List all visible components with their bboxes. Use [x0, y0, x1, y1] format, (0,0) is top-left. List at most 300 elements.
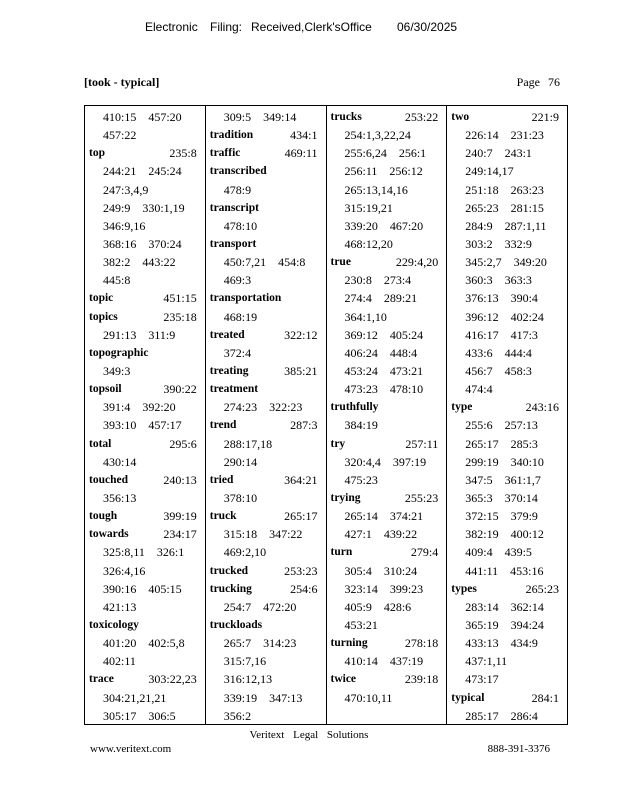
page-line-ref: 287:1,11 — [504, 218, 547, 233]
index-continuation — [89, 126, 205, 144]
index-continuation — [89, 580, 205, 598]
page-line-ref: 376:13 — [465, 291, 499, 306]
page-line-ref: 356:13 — [103, 490, 137, 505]
page-line-ref: 361:1,7 — [504, 472, 541, 487]
index-continuation — [331, 289, 447, 307]
index-continuation — [331, 689, 447, 707]
index-term: topic — [89, 292, 114, 305]
index-entry — [89, 471, 205, 489]
index-continuation — [451, 162, 567, 180]
page-line-ref: 453:16 — [510, 563, 544, 578]
page-line-ref: 265:13,14,16 — [344, 182, 408, 197]
page-line-ref: 273:4 — [383, 273, 412, 288]
index-entry — [89, 380, 205, 398]
page-line-ref: 396:12 — [465, 309, 499, 324]
index-entry — [89, 507, 205, 525]
index-continuation — [331, 652, 447, 670]
page-line-ref: 372:15 — [465, 509, 499, 524]
page-line-ref: 453:21 — [344, 617, 378, 632]
page-line-ref: 274:23 — [223, 400, 258, 415]
index-continuation — [210, 652, 326, 670]
page-line-ref: 265:17 — [284, 509, 318, 524]
page-line-ref: 315:19,21 — [344, 200, 393, 215]
index-term: trucking — [209, 582, 252, 595]
page-line-ref: 378:10 — [223, 490, 258, 505]
index-entry — [331, 253, 447, 271]
page-line-ref: 235:8 — [169, 146, 197, 161]
page-line-ref: 399:23 — [389, 581, 424, 596]
index-continuation — [331, 235, 447, 253]
page-line-ref: 290:14 — [223, 454, 258, 469]
page-line-ref: 406:24 — [344, 345, 378, 360]
index-term: top — [89, 147, 105, 160]
index-term: type — [451, 401, 473, 414]
page-line-ref: 439:22 — [383, 527, 418, 542]
page-line-ref: 453:24 — [344, 363, 378, 378]
index-entry — [210, 562, 326, 580]
index-continuation — [331, 525, 447, 543]
page-line-ref: 372:4 — [223, 345, 252, 360]
index-continuation — [210, 271, 326, 289]
index-continuation — [210, 217, 326, 235]
page-line-ref: 469:3 — [223, 273, 252, 288]
index-term: turn — [330, 546, 353, 559]
index-entry — [210, 199, 326, 217]
index-entry — [210, 235, 326, 253]
page-line-ref: 249:9 — [103, 200, 131, 215]
index-continuation — [451, 652, 567, 670]
index-entry — [210, 380, 326, 398]
page-line-ref: 254:7 — [223, 599, 252, 614]
page-line-ref: 390:22 — [163, 382, 197, 397]
page-line-ref: 263:23 — [510, 182, 544, 197]
index-entry — [331, 108, 447, 126]
page-line-ref: 239:18 — [404, 672, 439, 687]
index-continuation — [89, 398, 205, 416]
page-line-ref: 265:17 — [465, 436, 499, 451]
word-index-table — [84, 105, 568, 725]
index-continuation — [210, 181, 326, 199]
page-line-ref: 365:3 — [465, 490, 493, 505]
index-term: trucked — [209, 564, 249, 577]
page-line-ref: 243:16 — [525, 400, 559, 415]
page-line-ref: 229:4,20 — [395, 255, 439, 270]
index-continuation — [451, 453, 567, 471]
index-continuation — [89, 707, 205, 724]
page-line-ref: 428:6 — [383, 599, 412, 614]
index-term: tough — [89, 510, 118, 523]
page-line-ref: 283:14 — [465, 599, 499, 614]
page-line-ref: 256:12 — [389, 164, 423, 179]
index-continuation — [331, 562, 447, 580]
index-continuation — [210, 670, 326, 688]
footer-phone: 888-391-3376 — [487, 743, 550, 755]
index-continuation — [331, 598, 447, 616]
index-term: transport — [209, 237, 257, 250]
page-line-ref: 255:6,24 — [344, 146, 387, 161]
page-line-ref: 457:20 — [148, 110, 182, 124]
page-line-ref: 472:20 — [263, 599, 297, 614]
page-line-ref: 278:18 — [404, 636, 439, 651]
index-entry — [89, 308, 205, 326]
page-line-ref: 349:20 — [513, 255, 547, 270]
page-line-ref: 279:4 — [410, 545, 439, 560]
index-continuation — [331, 453, 447, 471]
page-line-ref: 458:3 — [504, 363, 532, 378]
index-term: try — [330, 437, 346, 450]
index-continuation — [210, 253, 326, 271]
index-continuation — [451, 489, 567, 507]
page-line-ref: 257:11 — [405, 436, 439, 451]
page-line-ref: 473:21 — [389, 363, 424, 378]
index-continuation — [89, 271, 205, 289]
index-continuation — [451, 271, 567, 289]
index-continuation — [89, 543, 205, 561]
index-term: trace — [89, 673, 114, 686]
page-line-ref: 234:17 — [163, 527, 197, 542]
page-line-ref: 340:10 — [510, 454, 544, 469]
index-continuation — [89, 108, 205, 126]
index-continuation — [89, 416, 205, 434]
page-line-ref: 402:24 — [510, 309, 544, 324]
page-line-ref: 405:15 — [148, 581, 182, 596]
page-line-ref: 326:1 — [156, 545, 185, 560]
index-continuation — [451, 634, 567, 652]
page-line-ref: 399:19 — [163, 509, 197, 524]
index-range: [took - typical] — [84, 75, 160, 89]
index-term: types — [451, 582, 477, 595]
index-entry — [89, 670, 205, 688]
index-term: treated — [209, 328, 245, 341]
index-continuation — [331, 380, 447, 398]
page-line-ref: 347:5 — [465, 472, 493, 487]
page-line-ref: 384:19 — [344, 418, 378, 433]
page-line-ref: 450:7,21 — [223, 255, 267, 270]
index-term: trend — [209, 419, 237, 432]
index-continuation — [331, 616, 447, 634]
page-label: Page — [516, 75, 540, 89]
page-line-ref: 410:15 — [103, 110, 137, 124]
index-term: transportation — [209, 292, 282, 305]
index-term: total — [89, 437, 112, 450]
page-line-ref: 362:14 — [510, 599, 544, 614]
index-term: trying — [330, 491, 361, 504]
index-continuation — [451, 616, 567, 634]
page-line-ref: 437:1,11 — [465, 654, 508, 669]
index-continuation — [451, 562, 567, 580]
page-line-ref: 470:10,11 — [344, 690, 393, 705]
index-entry — [331, 398, 447, 416]
index-entry — [210, 580, 326, 598]
index-term: touched — [89, 473, 128, 486]
page-line-ref: 475:23 — [344, 472, 378, 487]
page-line-ref: 253:23 — [284, 563, 318, 578]
page-line-ref: 368:16 — [103, 236, 137, 251]
index-continuation — [89, 199, 205, 217]
page-line-ref: 390:4 — [510, 291, 538, 306]
index-continuation — [451, 217, 567, 235]
page-line-ref: 235:18 — [163, 309, 197, 324]
page-line-ref: 255:6 — [465, 418, 493, 433]
index-continuation — [89, 453, 205, 471]
page-line-ref: 303:22,23 — [148, 672, 197, 687]
index-continuation — [331, 580, 447, 598]
index-entry — [210, 362, 326, 380]
page-line-ref: 309:5 — [223, 110, 252, 124]
page-line-ref: 439:5 — [504, 545, 532, 560]
index-continuation — [89, 217, 205, 235]
filing-electronic: Electronic — [145, 20, 198, 34]
index-continuation — [210, 707, 326, 724]
page-line-ref: 254:6 — [290, 581, 318, 596]
index-continuation — [451, 543, 567, 561]
index-continuation — [210, 308, 326, 326]
page-line-ref: 402:11 — [103, 654, 136, 669]
page-line-ref: 441:11 — [465, 563, 499, 578]
index-entry — [210, 162, 326, 180]
page-line-ref: 456:7 — [465, 363, 493, 378]
page-line-ref: 457:22 — [103, 128, 137, 143]
page-line-ref: 401:20 — [103, 636, 137, 651]
index-term: treating — [209, 364, 249, 377]
page-line-ref: 364:1,10 — [344, 309, 387, 324]
page-line-ref: 221:9 — [531, 110, 559, 124]
index-continuation — [89, 235, 205, 253]
page-indicator — [509, 75, 560, 90]
page-line-ref: 295:6 — [169, 436, 197, 451]
page-line-ref: 325:8,11 — [103, 545, 145, 560]
page-line-ref: 382:19 — [465, 527, 499, 542]
index-entry — [451, 689, 567, 707]
page-line-ref: 305:17 — [103, 708, 137, 723]
index-entry — [331, 634, 447, 652]
index-continuation — [451, 471, 567, 489]
index-continuation — [331, 308, 447, 326]
page-line-ref: 474:4 — [465, 382, 493, 397]
page-line-ref: 245:24 — [148, 164, 182, 179]
index-term: truckloads — [209, 618, 263, 631]
index-continuation — [451, 181, 567, 199]
index-continuation — [210, 689, 326, 707]
index-continuation — [331, 707, 447, 724]
index-term: truck — [209, 510, 237, 523]
index-continuation — [451, 253, 567, 271]
page-line-ref: 390:16 — [103, 581, 137, 596]
index-continuation — [210, 453, 326, 471]
footer-website: www.veritext.com — [90, 743, 172, 755]
index-term: treatment — [209, 383, 259, 396]
page-line-ref: 397:19 — [392, 454, 427, 469]
page-line-ref: 249:14,17 — [465, 164, 514, 179]
index-continuation — [331, 271, 447, 289]
page-line-ref: 382:2 — [103, 255, 131, 270]
page-line-ref: 265:23 — [465, 200, 499, 215]
page-line-ref: 230:8 — [344, 273, 372, 288]
page-line-ref: 240:7 — [465, 146, 493, 161]
page-line-ref: 255:23 — [404, 490, 439, 505]
page-line-ref: 394:24 — [510, 617, 544, 632]
page-line-ref: 454:8 — [278, 255, 306, 270]
page-line-ref: 281:15 — [510, 200, 544, 215]
page-line-ref: 393:10 — [103, 418, 137, 433]
page-line-ref: 339:19 — [223, 690, 258, 705]
index-continuation — [210, 398, 326, 416]
page-line-ref: 256:11 — [344, 164, 378, 179]
index-entry — [210, 416, 326, 434]
index-continuation — [331, 162, 447, 180]
page-line-ref: 346:9,16 — [103, 218, 146, 233]
page-line-ref: 468:19 — [223, 309, 258, 324]
page-line-ref: 468:12,20 — [344, 236, 393, 251]
index-term: twice — [330, 673, 357, 686]
page-line-ref: 444:4 — [504, 345, 532, 360]
page-line-ref: 437:19 — [389, 654, 424, 669]
page-line-ref: 345:2,7 — [465, 255, 502, 270]
page-line-ref: 326:4,16 — [103, 563, 146, 578]
index-continuation — [331, 344, 447, 362]
index-continuation — [210, 489, 326, 507]
page-line-ref: 374:21 — [389, 509, 424, 524]
index-continuation — [210, 543, 326, 561]
filing-label: Filing: — [210, 20, 243, 34]
index-term: topsoil — [89, 383, 122, 396]
index-term: two — [451, 111, 470, 123]
page-line-ref: 356:2 — [223, 708, 252, 723]
index-continuation — [451, 670, 567, 688]
page-number: 76 — [548, 75, 560, 89]
page-line-ref: 379:9 — [510, 509, 538, 524]
page-line-ref: 369:12 — [344, 327, 378, 342]
page-line-ref: 434:1 — [290, 128, 318, 143]
page-line-ref: 392:20 — [142, 400, 176, 415]
index-continuation — [89, 181, 205, 199]
index-column-4 — [446, 106, 567, 724]
page-line-ref: 478:10 — [389, 382, 424, 397]
index-term: topographic — [89, 346, 149, 359]
page-line-ref: 265:7 — [223, 636, 252, 651]
index-continuation — [451, 416, 567, 434]
index-continuation — [331, 362, 447, 380]
index-continuation — [331, 507, 447, 525]
page-line-ref: 256:1 — [398, 146, 427, 161]
page-line-ref: 416:17 — [465, 327, 499, 342]
index-continuation — [451, 435, 567, 453]
page-line-ref: 349:14 — [263, 110, 297, 124]
index-term: traffic — [209, 147, 241, 160]
index-entry — [89, 616, 205, 634]
page-line-ref: 427:1 — [344, 527, 372, 542]
page-line-ref: 445:8 — [103, 273, 131, 288]
index-entry — [331, 543, 447, 561]
page-line-ref: 323:14 — [344, 581, 378, 596]
page-line-ref: 443:22 — [142, 255, 176, 270]
index-term: towards — [89, 528, 129, 541]
index-entry — [451, 398, 567, 416]
page-line-ref: 433:13 — [465, 636, 499, 651]
page-line-ref: 433:6 — [465, 345, 493, 360]
page-line-ref: 370:24 — [148, 236, 182, 251]
page-line-ref: 473:17 — [465, 672, 499, 687]
page-line-ref: 467:20 — [389, 218, 424, 233]
index-continuation — [89, 598, 205, 616]
index-term: transcribed — [209, 165, 267, 178]
index-continuation — [451, 707, 567, 724]
index-continuation — [331, 181, 447, 199]
index-entry — [89, 289, 205, 307]
index-column-3 — [326, 106, 447, 724]
page-line-ref: 311:9 — [148, 327, 176, 342]
index-continuation — [451, 525, 567, 543]
index-column-2 — [205, 106, 326, 724]
page-line-ref: 265:23 — [525, 581, 559, 596]
page-line-ref: 288:17,18 — [223, 436, 273, 451]
index-continuation — [331, 126, 447, 144]
index-entry — [451, 580, 567, 598]
page-line-ref: 434:9 — [510, 636, 538, 651]
index-entry — [451, 108, 567, 126]
index-continuation — [331, 471, 447, 489]
page-line-ref: 286:4 — [510, 708, 538, 723]
page-line-ref: 349:3 — [103, 363, 131, 378]
page-line-ref: 314:23 — [263, 636, 297, 651]
index-entry — [210, 326, 326, 344]
index-continuation — [331, 199, 447, 217]
index-continuation — [89, 362, 205, 380]
index-continuation — [451, 344, 567, 362]
index-continuation — [451, 598, 567, 616]
index-continuation — [331, 144, 447, 162]
page-line-ref: 417:3 — [510, 327, 538, 342]
page-line-ref: 405:24 — [389, 327, 424, 342]
index-continuation — [451, 326, 567, 344]
page-line-ref: 299:19 — [465, 454, 499, 469]
page-line-ref: 469:11 — [284, 146, 318, 161]
index-entry — [89, 525, 205, 543]
page-line-ref: 322:23 — [269, 400, 303, 415]
index-continuation — [331, 326, 447, 344]
page-line-ref: 303:2 — [465, 236, 493, 251]
page-line-ref: 347:13 — [269, 690, 303, 705]
index-continuation — [89, 253, 205, 271]
index-continuation — [331, 217, 447, 235]
index-term: transcript — [209, 201, 259, 214]
index-continuation — [89, 634, 205, 652]
index-entry — [89, 344, 205, 362]
index-term: truthfully — [330, 401, 379, 414]
index-term: toxicology — [89, 618, 139, 631]
index-continuation — [331, 416, 447, 434]
page-line-ref: 274:4 — [344, 291, 372, 306]
page-line-ref: 284:9 — [465, 218, 493, 233]
index-continuation — [89, 326, 205, 344]
filing-date: 06/30/2025 — [397, 20, 458, 34]
page-line-ref: 332:9 — [504, 236, 532, 251]
page-line-ref: 304:21,21,21 — [103, 690, 167, 705]
index-continuation — [89, 652, 205, 670]
index-term: turning — [330, 637, 368, 650]
page-line-ref: 322:12 — [284, 327, 318, 342]
index-entry — [331, 435, 447, 453]
page-line-ref: 451:15 — [163, 291, 197, 306]
page-line-ref: 305:4 — [344, 563, 372, 578]
page-line-ref: 247:3,4,9 — [103, 182, 149, 197]
index-term: tried — [209, 473, 234, 486]
page-line-ref: 310:24 — [383, 563, 418, 578]
index-continuation — [451, 144, 567, 162]
page-line-ref: 347:22 — [269, 527, 303, 542]
page-line-ref: 330:1,19 — [142, 200, 185, 215]
page-line-ref: 244:21 — [103, 164, 137, 179]
